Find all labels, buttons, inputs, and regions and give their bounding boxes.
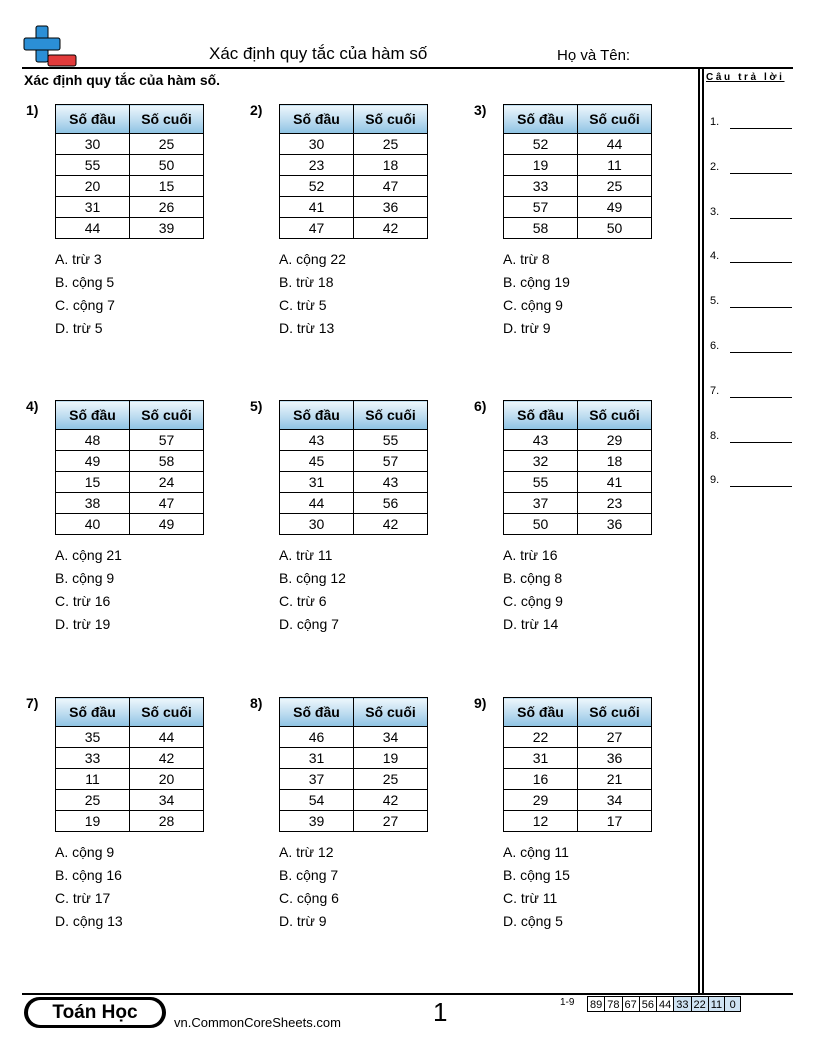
table-row: [504, 472, 652, 493]
output-value: 50: [130, 155, 204, 176]
choice-option: A. trừ 8: [503, 251, 550, 267]
choice-option: A. cộng 21: [55, 547, 122, 563]
table-row: [280, 176, 428, 197]
problem-4: [26, 398, 236, 678]
output-value: 47: [130, 493, 204, 514]
table-row: [56, 134, 204, 155]
score-cell: 67: [622, 996, 640, 1012]
answer-line[interactable]: [710, 385, 792, 397]
score-cell: 44: [656, 996, 674, 1012]
output-column-header: Số cuối: [130, 105, 204, 134]
function-table: [279, 697, 428, 832]
table-row: [280, 430, 428, 451]
table-row: [280, 155, 428, 176]
score-cell: 78: [604, 996, 622, 1012]
table-row: [56, 769, 204, 790]
input-value: 25: [56, 790, 130, 811]
input-value: 37: [504, 493, 578, 514]
output-value: 27: [354, 811, 428, 832]
output-value: 41: [578, 472, 652, 493]
answer-key-header: Câu trả lời: [706, 72, 785, 83]
problem-number: 6): [474, 398, 487, 414]
input-value: 58: [504, 218, 578, 239]
table-row: [56, 197, 204, 218]
table-row: [56, 430, 204, 451]
choice-option: A. trừ 12: [279, 844, 334, 860]
answer-blank[interactable]: [730, 486, 792, 487]
input-value: 33: [56, 748, 130, 769]
choice-option: A. cộng 9: [55, 844, 115, 860]
choice-list: [55, 248, 115, 340]
output-value: 15: [130, 176, 204, 197]
output-value: 47: [354, 176, 428, 197]
input-value: 19: [504, 155, 578, 176]
choice-option: D. trừ 14: [503, 616, 559, 632]
choice-option: A. trừ 16: [503, 547, 558, 563]
function-table: [503, 104, 652, 239]
input-value: 15: [56, 472, 130, 493]
choice-option: C. cộng 9: [503, 593, 563, 609]
problem-number: 7): [26, 695, 39, 711]
input-value: 31: [280, 472, 354, 493]
output-column-header: Số cuối: [354, 401, 428, 430]
choice-list: [279, 841, 339, 933]
input-column-header: Số đầu: [56, 401, 130, 430]
answer-line[interactable]: [710, 295, 792, 307]
table-row: [504, 155, 652, 176]
page-title: Xác định quy tắc của hàm số: [209, 44, 428, 63]
score-cell: 22: [691, 996, 709, 1012]
table-row: [280, 472, 428, 493]
answer-number: 7.: [710, 384, 720, 397]
output-column-header: Số cuối: [578, 401, 652, 430]
input-value: 54: [280, 790, 354, 811]
input-column-header: Số đầu: [504, 401, 578, 430]
table-row: [280, 727, 428, 748]
table-row: [56, 790, 204, 811]
answer-line[interactable]: [710, 340, 792, 352]
input-value: 22: [504, 727, 578, 748]
choice-option: D. cộng 5: [503, 913, 563, 929]
table-row: [280, 514, 428, 535]
input-value: 31: [280, 748, 354, 769]
input-value: 30: [56, 134, 130, 155]
output-value: 18: [578, 451, 652, 472]
problem-number: 2): [250, 102, 263, 118]
problem-number: 8): [250, 695, 263, 711]
function-table: [503, 697, 652, 832]
score-cell: 33: [673, 996, 691, 1012]
table-row: [56, 811, 204, 832]
table-row: [504, 769, 652, 790]
choice-option: C. cộng 6: [279, 890, 339, 906]
choice-option: D. cộng 13: [55, 913, 123, 929]
table-row: [56, 155, 204, 176]
output-value: 42: [354, 790, 428, 811]
choice-option: C. trừ 5: [279, 297, 327, 313]
input-value: 52: [280, 176, 354, 197]
answer-number: 4.: [710, 250, 720, 263]
choice-option: A. cộng 11: [503, 844, 569, 860]
input-column-header: Số đầu: [504, 105, 578, 134]
choice-list: [279, 544, 346, 636]
name-label: Họ và Tên:: [557, 47, 631, 64]
input-value: 11: [56, 769, 130, 790]
table-row: [504, 727, 652, 748]
choice-option: D. trừ 5: [55, 320, 103, 336]
brand-badge: [24, 997, 166, 1028]
input-value: 31: [504, 748, 578, 769]
answer-line[interactable]: [710, 116, 792, 128]
answer-number: 9.: [710, 474, 720, 487]
answer-number: 6.: [710, 340, 720, 352]
output-value: 21: [578, 769, 652, 790]
input-value: 29: [504, 790, 578, 811]
output-value: 36: [354, 197, 428, 218]
choice-option: B. cộng 9: [55, 570, 115, 586]
input-value: 43: [280, 430, 354, 451]
output-value: 42: [354, 218, 428, 239]
choice-option: D. trừ 9: [503, 320, 551, 336]
table-row: [504, 134, 652, 155]
choice-option: B. cộng 8: [503, 570, 563, 586]
table-row: [504, 197, 652, 218]
input-value: 57: [504, 197, 578, 218]
input-value: 32: [504, 451, 578, 472]
choice-list: [503, 248, 570, 340]
function-table: [503, 400, 652, 535]
output-value: 24: [130, 472, 204, 493]
table-row: [56, 451, 204, 472]
output-value: 49: [578, 197, 652, 218]
input-value: 44: [56, 218, 130, 239]
input-column-header: Số đầu: [56, 698, 130, 727]
output-value: 36: [578, 748, 652, 769]
answer-blank[interactable]: [730, 262, 792, 263]
choice-list: [503, 544, 563, 636]
input-column-header: Số đầu: [280, 105, 354, 134]
output-value: 27: [578, 727, 652, 748]
answer-column-divider-inner: [702, 67, 704, 993]
answer-blank[interactable]: [730, 442, 792, 443]
table-row: [280, 790, 428, 811]
output-value: 28: [130, 811, 204, 832]
footer-divider: [22, 993, 793, 995]
input-value: 52: [504, 134, 578, 155]
input-value: 30: [280, 514, 354, 535]
output-column-header: Số cuối: [354, 698, 428, 727]
answer-number: 2.: [710, 160, 720, 173]
function-table: [55, 104, 204, 239]
choice-option: C. trừ 16: [55, 593, 111, 609]
choice-option: B. cộng 5: [55, 274, 115, 290]
output-value: 44: [578, 134, 652, 155]
output-value: 25: [354, 134, 428, 155]
table-row: [280, 134, 428, 155]
plus-minus-logo-icon: [22, 24, 78, 68]
problem-3: [474, 102, 684, 382]
answer-number: 1.: [710, 116, 720, 128]
input-value: 55: [504, 472, 578, 493]
output-value: 23: [578, 493, 652, 514]
table-row: [280, 748, 428, 769]
output-column-header: Số cuối: [578, 105, 652, 134]
answer-line[interactable]: [710, 474, 792, 486]
table-row: [504, 430, 652, 451]
output-value: 57: [354, 451, 428, 472]
input-value: 37: [280, 769, 354, 790]
choice-option: D. trừ 19: [55, 616, 111, 632]
input-value: 55: [56, 155, 130, 176]
answer-number: 5.: [710, 295, 720, 308]
table-row: [56, 493, 204, 514]
choice-list: [279, 248, 346, 340]
output-value: 29: [578, 430, 652, 451]
problem-1: [26, 102, 236, 382]
input-value: 33: [504, 176, 578, 197]
answer-blank[interactable]: [730, 173, 792, 174]
answer-column-divider: [698, 67, 700, 993]
choice-option: A. trừ 3: [55, 251, 102, 267]
score-cell: 0: [724, 996, 741, 1012]
output-value: 55: [354, 430, 428, 451]
function-table: [55, 400, 204, 535]
score-cell: 89: [587, 996, 605, 1012]
choice-option: B. cộng 7: [279, 867, 339, 883]
answer-line[interactable]: [710, 206, 792, 218]
answer-line[interactable]: [710, 161, 792, 173]
problem-number: 4): [26, 398, 39, 414]
table-row: [504, 748, 652, 769]
table-row: [280, 218, 428, 239]
choice-option: A. cộng 22: [279, 251, 346, 267]
table-row: [504, 811, 652, 832]
choice-list: [503, 841, 570, 933]
output-value: 36: [578, 514, 652, 535]
input-value: 49: [56, 451, 130, 472]
output-column-header: Số cuối: [130, 698, 204, 727]
input-column-header: Số đầu: [280, 698, 354, 727]
input-value: 12: [504, 811, 578, 832]
function-table: [279, 400, 428, 535]
input-value: 43: [504, 430, 578, 451]
input-value: 39: [280, 811, 354, 832]
brand-label: Toán Học: [28, 1000, 162, 1025]
output-value: 39: [130, 218, 204, 239]
answer-blank[interactable]: [730, 397, 792, 398]
output-value: 11: [578, 155, 652, 176]
choice-option: C. cộng 7: [55, 297, 115, 313]
output-value: 43: [354, 472, 428, 493]
function-table: [279, 104, 428, 239]
table-row: [280, 493, 428, 514]
table-row: [56, 514, 204, 535]
choice-option: A. trừ 11: [279, 547, 333, 563]
input-value: 50: [504, 514, 578, 535]
output-column-header: Số cuối: [354, 105, 428, 134]
table-row: [56, 727, 204, 748]
choice-option: D. trừ 9: [279, 913, 327, 929]
output-value: 34: [578, 790, 652, 811]
problem-7: [26, 695, 236, 975]
instruction-text: Xác định quy tắc của hàm số.: [24, 72, 221, 88]
table-row: [504, 493, 652, 514]
score-range-label: 1-9: [560, 997, 575, 1008]
choice-option: B. cộng 16: [55, 867, 122, 883]
output-value: 25: [354, 769, 428, 790]
input-value: 35: [56, 727, 130, 748]
choice-list: [55, 544, 122, 636]
table-row: [56, 472, 204, 493]
table-row: [280, 451, 428, 472]
input-value: 47: [280, 218, 354, 239]
output-value: 25: [130, 134, 204, 155]
choice-option: C. trừ 6: [279, 593, 327, 609]
output-column-header: Số cuối: [130, 401, 204, 430]
table-row: [56, 176, 204, 197]
table-row: [504, 451, 652, 472]
choice-option: B. cộng 19: [503, 274, 570, 290]
input-value: 31: [56, 197, 130, 218]
input-value: 16: [504, 769, 578, 790]
input-value: 30: [280, 134, 354, 155]
output-value: 18: [354, 155, 428, 176]
answer-blank[interactable]: [730, 307, 792, 308]
input-column-header: Số đầu: [56, 105, 130, 134]
choice-option: C. trừ 11: [503, 890, 558, 906]
table-row: [280, 197, 428, 218]
score-cell: 11: [708, 996, 725, 1012]
problem-2: [250, 102, 460, 382]
output-value: 58: [130, 451, 204, 472]
header-divider: [22, 67, 793, 69]
input-value: 20: [56, 176, 130, 197]
problem-8: [250, 695, 460, 975]
table-row: [280, 769, 428, 790]
answer-blank[interactable]: [730, 352, 792, 353]
choice-list: [55, 841, 123, 933]
choice-option: D. trừ 13: [279, 320, 335, 336]
page-number: 1: [433, 997, 448, 1027]
table-row: [504, 790, 652, 811]
output-value: 57: [130, 430, 204, 451]
input-value: 19: [56, 811, 130, 832]
site-url: vn.CommonCoreSheets.com: [174, 1015, 341, 1030]
output-value: 26: [130, 197, 204, 218]
input-value: 40: [56, 514, 130, 535]
output-value: 56: [354, 493, 428, 514]
input-value: 44: [280, 493, 354, 514]
table-row: [504, 514, 652, 535]
choice-option: B. cộng 15: [503, 867, 570, 883]
answer-number: 8.: [710, 429, 720, 442]
answer-line[interactable]: [710, 250, 792, 262]
problem-number: 9): [474, 695, 487, 711]
input-value: 45: [280, 451, 354, 472]
problem-5: [250, 398, 460, 678]
problem-9: [474, 695, 684, 975]
choice-option: B. trừ 18: [279, 274, 334, 290]
input-value: 23: [280, 155, 354, 176]
problem-number: 5): [250, 398, 263, 414]
input-value: 38: [56, 493, 130, 514]
input-value: 46: [280, 727, 354, 748]
output-value: 44: [130, 727, 204, 748]
problem-number: 1): [26, 102, 39, 118]
output-value: 20: [130, 769, 204, 790]
output-column-header: Số cuối: [578, 698, 652, 727]
answer-line[interactable]: [710, 430, 792, 442]
table-row: [56, 218, 204, 239]
score-cell: 56: [639, 996, 657, 1012]
table-row: [56, 748, 204, 769]
output-value: 25: [578, 176, 652, 197]
output-value: 42: [130, 748, 204, 769]
function-table: [55, 697, 204, 832]
table-row: [280, 811, 428, 832]
choice-option: D. cộng 7: [279, 616, 339, 632]
output-value: 34: [130, 790, 204, 811]
problem-6: [474, 398, 684, 678]
input-column-header: Số đầu: [280, 401, 354, 430]
output-value: 17: [578, 811, 652, 832]
score-table: [588, 996, 741, 1012]
input-value: 48: [56, 430, 130, 451]
answer-number: 3.: [710, 205, 720, 218]
output-value: 49: [130, 514, 204, 535]
answer-blank[interactable]: [730, 218, 792, 219]
choice-option: B. cộng 12: [279, 570, 346, 586]
input-value: 41: [280, 197, 354, 218]
table-row: [504, 218, 652, 239]
answer-blank[interactable]: [730, 128, 792, 129]
choice-option: C. trừ 17: [55, 890, 111, 906]
output-value: 50: [578, 218, 652, 239]
choice-option: C. cộng 9: [503, 297, 563, 313]
output-value: 42: [354, 514, 428, 535]
output-value: 34: [354, 727, 428, 748]
problem-number: 3): [474, 102, 487, 118]
output-value: 19: [354, 748, 428, 769]
input-column-header: Số đầu: [504, 698, 578, 727]
table-row: [504, 176, 652, 197]
